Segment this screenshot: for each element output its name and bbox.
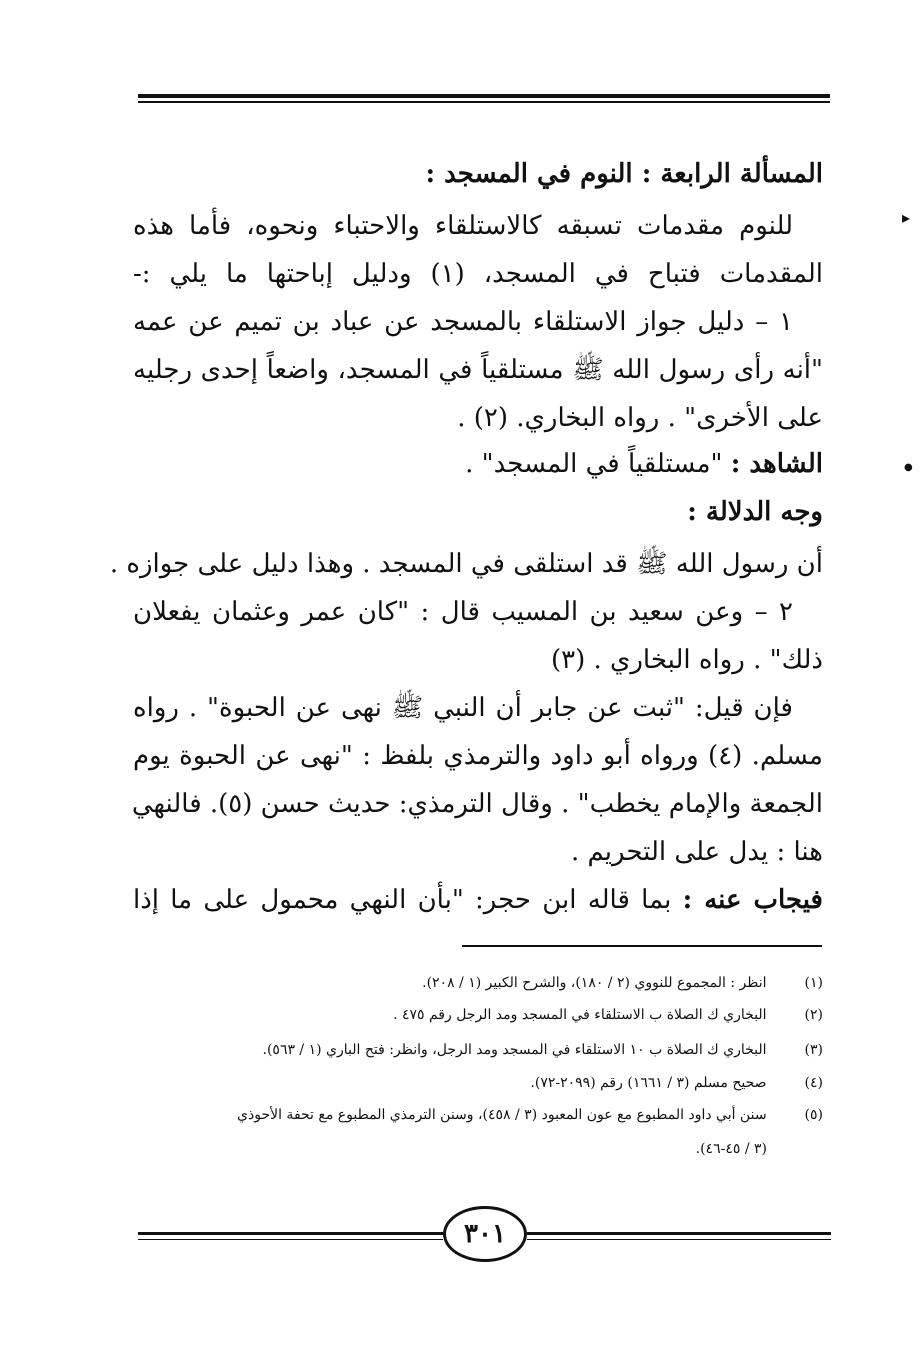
margin-mark: ▸ bbox=[902, 208, 911, 227]
footnote-1 bbox=[133, 974, 823, 992]
footnote-text: البخاري ك الصلاة ب ١٠ الاستلقاء في المسجد ومد الرجل، وانظر: فتح الباري (١ / ٥٦٣). bbox=[262, 1042, 767, 1058]
shahid-label: الشاهد : bbox=[730, 449, 823, 479]
answer-label: فيجاب عنه : bbox=[682, 885, 823, 915]
answer-text: بما قاله ابن حجر: "بأن النهي محمول على ما إذا bbox=[133, 885, 683, 915]
footnote-5-continuation: (٣ / ٤٥-٤٦). bbox=[695, 1141, 767, 1157]
footnote-separator bbox=[462, 945, 822, 947]
body-line: فإن قيل: "ثبت عن جابر أن النبي ﷺ نهى عن الحبوة" . رواه bbox=[133, 693, 793, 723]
footnote-text: صحيح مسلم (٣ / ١٦٦١) رقم (٢٠٩٩-٧٢). bbox=[530, 1075, 767, 1091]
footer-rule-right bbox=[527, 1232, 831, 1235]
footnote-text: انظر : المجموع للنووي (٢ / ١٨٠)، والشرح الكبير (١ / ٢٠٨). bbox=[422, 975, 767, 991]
footnote-4 bbox=[133, 1074, 823, 1092]
footer-rule-left-thin bbox=[138, 1239, 443, 1240]
footnote-text: البخاري ك الصلاة ب الاستلقاء في المسجد ومد الرجل رقم ٤٧٥ . bbox=[393, 1007, 767, 1023]
answer-line bbox=[133, 880, 823, 920]
body-line: للنوم مقدمات تسبقه كالاستلقاء والاحتباء ونحوه، فأما هذه bbox=[133, 211, 793, 241]
body-line: ذلك" . رواه البخاري . (٣) bbox=[550, 645, 823, 675]
body-line: ٢ – وعن سعيد بن المسيب قال : "كان عمر وعثمان يفعلان bbox=[133, 597, 793, 627]
body-line: "أنه رأى رسول الله ﷺ مستلقياً في المسجد، واضعاً إحدى رجليه bbox=[133, 355, 823, 385]
footer-rule-left bbox=[138, 1232, 443, 1235]
shahid-line bbox=[133, 444, 823, 484]
footnote-text: سنن أبي داود المطبوع مع عون المعبود (٣ / ٤٥٨)، وسنن الترمذي المطبوع مع تحفة الأحوذي bbox=[237, 1107, 767, 1123]
footer-rule-right-thin bbox=[527, 1239, 831, 1240]
wajh-heading: وجه الدلالة : bbox=[687, 497, 823, 527]
body-line: الجمعة والإمام يخطب" . وقال الترمذي: حديث حسن (٥). فالنهي bbox=[131, 789, 823, 819]
footnote-3 bbox=[133, 1041, 823, 1059]
margin-dot: ● bbox=[904, 462, 913, 473]
header-rule-thin bbox=[138, 101, 830, 103]
footnote-number: (١) bbox=[804, 975, 823, 991]
body-line: ١ – دليل جواز الاستلقاء بالمسجد عن عباد بن تميم عن عمه bbox=[133, 307, 793, 337]
footnote-5 bbox=[133, 1106, 823, 1124]
footnote-number: (٣) bbox=[804, 1042, 823, 1058]
body-line: المقدمات فتباح في المسجد، (١) ودليل إباحتها ما يلي :- bbox=[133, 259, 823, 289]
page-number bbox=[443, 1206, 527, 1262]
footnote-number: (٥) bbox=[804, 1107, 823, 1123]
section-heading: المسألة الرابعة : النوم في المسجد : bbox=[425, 159, 823, 189]
page-number-text: ٣٠١ bbox=[464, 1219, 506, 1249]
footnote-number: (٤) bbox=[804, 1075, 823, 1091]
body-line: مسلم. (٤) ورواه أبو داود والترمذي بلفظ : "نهى عن الحبوة يوم bbox=[133, 741, 823, 771]
body-line: على الأخرى" . رواه البخاري. (٢) . bbox=[457, 403, 823, 433]
header-rule-thick bbox=[138, 94, 830, 98]
body-line: أن رسول الله ﷺ قد استلقى في المسجد . وهذا دليل على جوازه . bbox=[109, 549, 823, 579]
shahid-text: "مستلقياً في المسجد" . bbox=[465, 449, 731, 479]
footnote-number: (٢) bbox=[804, 1007, 823, 1023]
body-line: هنا : يدل على التحريم . bbox=[570, 837, 823, 867]
footnote-2 bbox=[133, 1006, 823, 1024]
